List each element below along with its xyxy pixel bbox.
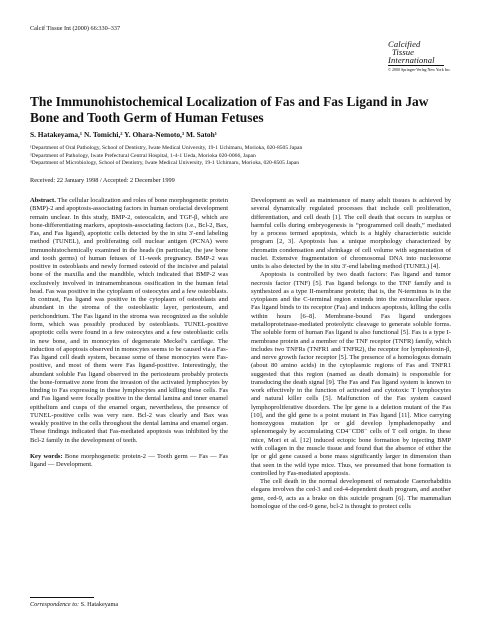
footnote-rule: [30, 597, 94, 598]
right-column: [251, 197, 451, 511]
correspondence-label: Correspondence to:: [30, 601, 80, 608]
correspondence-name: S. Hatakeyama: [80, 601, 119, 608]
logo-line-international: International: [388, 55, 435, 66]
left-column: [30, 197, 228, 470]
abstract: [30, 197, 228, 445]
abstract-text: The cellular localization and roles of bone morphogenetic protein (BMP)-2 and apoptosis-associating factors in human orofacial development remain unclear. In this study, BMP-2, osteocalcin, and TGF-β, which are bone-differentiating markers, apoptosis-associating factors (i.e., Bcl-2, Bax, Fas, and Fas ligand), apoptotic cells detected by the in situ 3′-end labeling method (TUNEL), and proliferating cell nuclear antigen (PCNA) were immunohistochemically examined in the heads (in particular, the jaw bone and tooth germs) of human fetuses of 11-week pregnancy. BMP-2 was positive in osteoblasts and newly formed osteoid of the incisive and palatal bone of the maxilla and the mandible, which indicated that BMP-2 was exclusively involved in intramembranous ossification in the human fetal head. Fas was positive in the cytoplasm of osteocytes and a few osteoblasts. In contrast, Fas ligand was positive in the cytoplasm of osteoblasts and abundant in the stroma of the osteoblastic layer, periosteum, and perichondrium. The Fas ligand in the stroma was recognized as the soluble form, which was possibly produced by osteoblasts. TUNEL-positive apoptotic cells were found in a few osteocytes and a few osteoblastic cells in new bone, and in monocytes of degenerate Meckel’s cartilage. The induction of apoptosis observed in monocytes seems to be caused via a Fas-Fas ligand cell death system, because some of these monocytes were Fas-positive, and most of them were Fas ligand-positive. Interestingly, the abundant soluble Fas ligand observed in the periosteum probably protects the bone-formative zone from the invasion of the activated lymphocytes by binding to Fas expressing in these lymphocytes and killing these cells. Fas and Fas ligand were focally positive in the dental lamina and inner enamel epithelium and cusps of the enamel organ, nevertheless, the presence of TUNEL-positive cells was very rare. Bcl-2 was clearly and Bax was weakly positive in the cells throughout the dental lamina and enamel organ. These findings indicated that Fas-mediated apoptosis was inhibited by the Bcl-2 family in the development of teeth.: [30, 197, 228, 444]
abstract-label: Abstract.: [30, 197, 56, 204]
received-dates: Received: 22 January 1998 / Accepted: 2 December 1999: [30, 177, 175, 184]
affiliation-1: ¹Department of Oral Pathology, School of Dentistry, Iwate Medical University, 19-1 Uchimaru, Morioka, 020-8505 Japan: [30, 145, 303, 151]
article-title: The Immunohistochemical Localization of Fas and Fas Ligand in Jaw Bone and Tooth Germ of Human Fetuses: [30, 94, 429, 125]
logo-copyright: © 2000 Springer-Verlag New York Inc.: [388, 67, 451, 73]
keywords: [30, 453, 228, 470]
body-paragraph-2: Apoptosis is controlled by two death factors: Fas ligand and tumor necrosis factor (TNF) [5]. Fas ligand belongs to the TNF family and is synthesized as a type II-membrane protein; that is, the N-terminus is in the cytoplasm and the C-terminal region extends into the extracellular space. Fas ligand binds to its receptor (Fas) and induces apoptosis, killing the cells within hours [6–8]. Membrane-bound Fas ligand undergoes metalloproteinase-mediated proteolytic cleavage to generate soluble forms. The soluble form of human Fas ligand is also functional [5]. Fas is a type I-membrane protein and a member of the TNF receptor (TNFR) family, which includes two TNFRs (TNFR1 and TNFR2), the receptor for lymphotoxin-β, and nerve growth factor receptor [5]. The presence of a homologous domain (about 80 amino acids) in the cytoplasmic regions of Fas and TNFR1 suggested that this region (named as death domain) is responsible for transducing the death signal [9]. The Fas and Fas ligand system is known to work effectively in the function of activated and cytotoxic T lymphocytes and natural killer cells [5]. Malfunction of the Fas system caused lymphoproliferative disorders. The lpr gene is a deletion mutant of the Fas [10], and the gld gene is a point mutant in Fas ligand [11]. Mice carrying homozygous mutation lpr or gld develop lymphadenopathy and splenomegaly by accumulating CD4⁻CD8⁻ cells of T cell origin. In these mice, Mori et al. [12] induced ectopic bone formation by injecting BMP with collagen in the muscle tissue and found that the absence of either the lpr or gld gene caused a bone mass significantly larger in dimension than that seen in the wild type mice. Thus, we presumed that bone formation is controlled by Fas-mediated apoptosis.: [251, 271, 451, 477]
body-paragraph-3: The cell death in the normal development of nematode Caenorhabditis elegans involves the ced-3 and ced-4-dependent death program, and another gene, ced-9, acts as a brake on this suicide program [6]. The mammalian homologue of the ced-9 gene, bcl-2 is thought to protect cells: [251, 478, 451, 510]
logo-line-calcified: Calcified: [388, 39, 421, 49]
logo-line-tissue: Tissue: [392, 47, 415, 58]
keywords-label: Key words:: [30, 452, 63, 460]
keywords-text: Bone morphogenetic protein-2 — Tooth germ — Fas — Fas ligand — Development.: [30, 452, 228, 469]
logo-rule: [388, 65, 444, 66]
journal-logo: [388, 40, 450, 73]
affiliation-2: ²Department of Pathology, Iwate Prefectural Central Hospital, 1-4-1 Ueda, Morioka 020-0066, Japan: [30, 152, 256, 159]
body-paragraph-1: Development as well as maintenance of many adult tissues is achieved by several dynamically regulated processes that include cell proliferation, differentiation, and cell death [1]. The cell death that occurs in surplus or harmful cells during embryogenesis is “programmed cell death,” mediated by a process termed apoptosis, which is a highly characteristic suicide program [2, 3]. Apoptosis has a unique morphology characterized by chromatin condensation and shrinkage of cell volume with segmentation of nuclei. Extensive fragmentation of chromosomal DNA into nucleosome units is also detected by the in situ 3′-end labeling method (TUNEL) [4].: [251, 197, 451, 271]
journal-citation: Calcif Tissue Int (2000) 66:330–337: [30, 25, 121, 32]
affiliations: [30, 145, 450, 168]
author-list: S. Hatakeyama,¹ N. Tomichi,² Y. Ohara-Nemoto,³ M. Satoh¹: [30, 130, 217, 139]
correspondence-footnote: [30, 601, 118, 609]
affiliation-3: ³Department of Microbiology, School of Dentistry, Iwate Medical University, 19-1 Uchimaru, Morioka, 020-8505 Japan: [30, 160, 300, 167]
